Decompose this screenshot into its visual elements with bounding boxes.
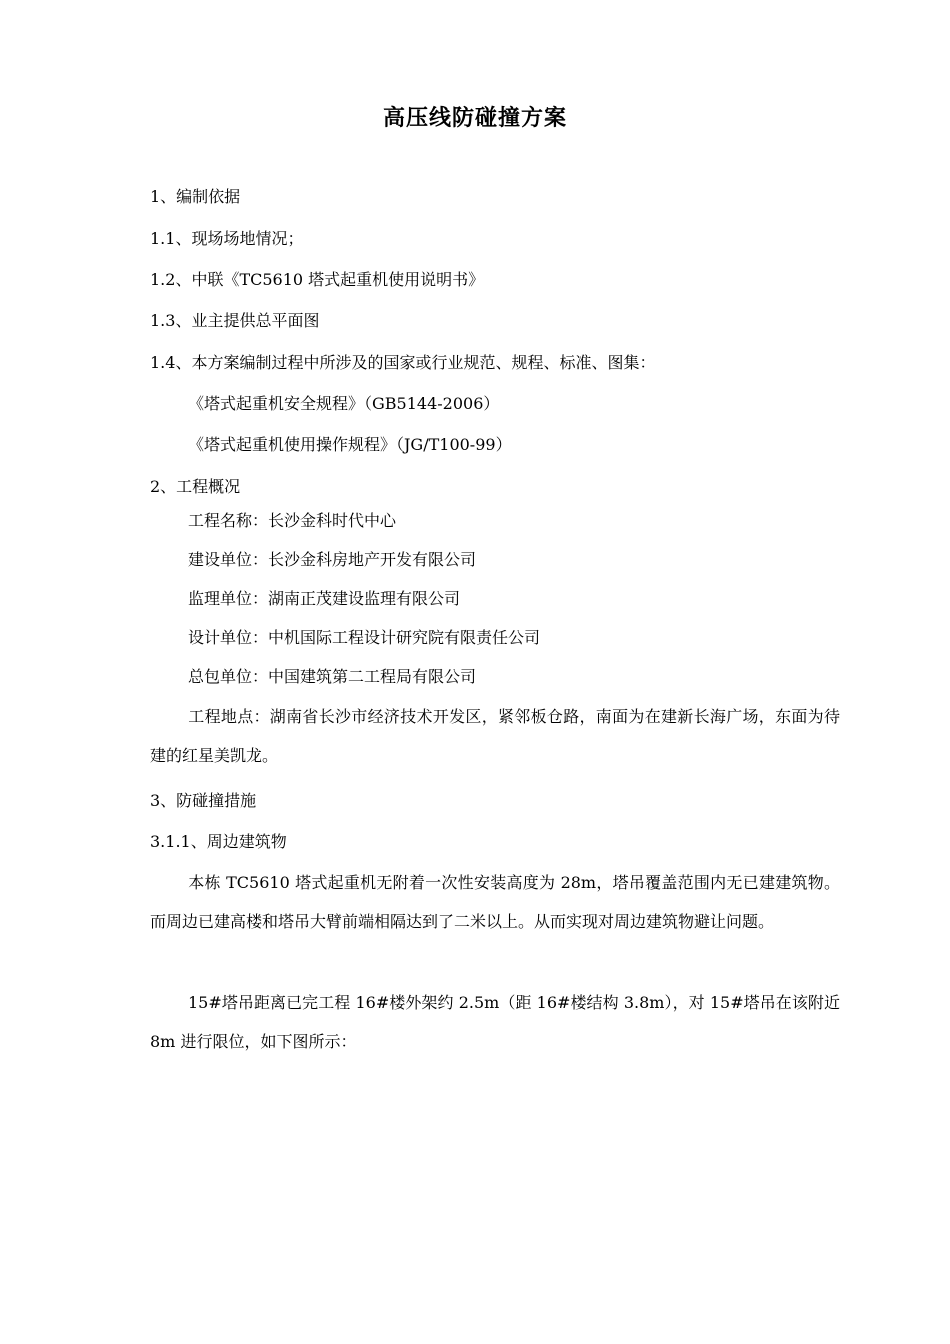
supervisor-unit: 监理单位：湖南正茂建设监理有限公司 [188, 589, 461, 608]
item-1-1: 1.1、现场场地情况； [150, 229, 304, 248]
section3-heading: 3、防碰撞措施 [150, 791, 257, 810]
designer-unit: 设计单位：中机国际工程设计研究院有限责任公司 [188, 628, 541, 647]
section2-heading: 2、工程概况 [150, 477, 241, 496]
document-title: 高压线防碰撞方案 [382, 105, 567, 131]
item-1-4: 1.4、本方案编制过程中所涉及的国家或行业规范、规程、标准、图集： [150, 353, 656, 372]
section1-heading: 1、编制依据 [150, 187, 241, 206]
paragraph-tower-crane-limit [150, 983, 840, 1061]
paragraph-surrounding-buildings [150, 863, 840, 941]
project-name: 工程名称：长沙金科时代中心 [188, 511, 397, 530]
item-1-2: 1.2、中联《TC5610 塔式起重机使用说明书》 [150, 270, 485, 289]
contractor-unit: 总包单位：中国建筑第二工程局有限公司 [188, 667, 477, 686]
standard-item: 《塔式起重机使用操作规程》（JG/T100-99） [188, 435, 512, 454]
paragraph-text: 本栋 TC5610 塔式起重机无附着一次性安装高度为 28m，塔吊覆盖范围内无已建建筑物。而周边已建高楼和塔吊大臂前端相隔达到了二米以上。从而实现对周边建筑物避让问题。 [150, 873, 840, 931]
subsection-3-1-1: 3.1.1、周边建筑物 [150, 832, 287, 851]
item-1-3: 1.3、业主提供总平面图 [150, 311, 320, 330]
project-location [150, 697, 840, 775]
standard-item: 《塔式起重机安全规程》（GB5144-2006） [188, 394, 500, 413]
paragraph-text: 15#塔吊距离已完工程 16#楼外架约 2.5m（距 16#楼结构 3.8m），对 15#塔吊在该附近 8m 进行限位，如下图所示： [150, 993, 840, 1051]
project-location-text: 工程地点：湖南省长沙市经济技术开发区，紧邻板仓路，南面为在建新长海广场，东面为待建的红星美凯龙。 [150, 707, 840, 765]
builder-unit: 建设单位：长沙金科房地产开发有限公司 [188, 550, 477, 569]
